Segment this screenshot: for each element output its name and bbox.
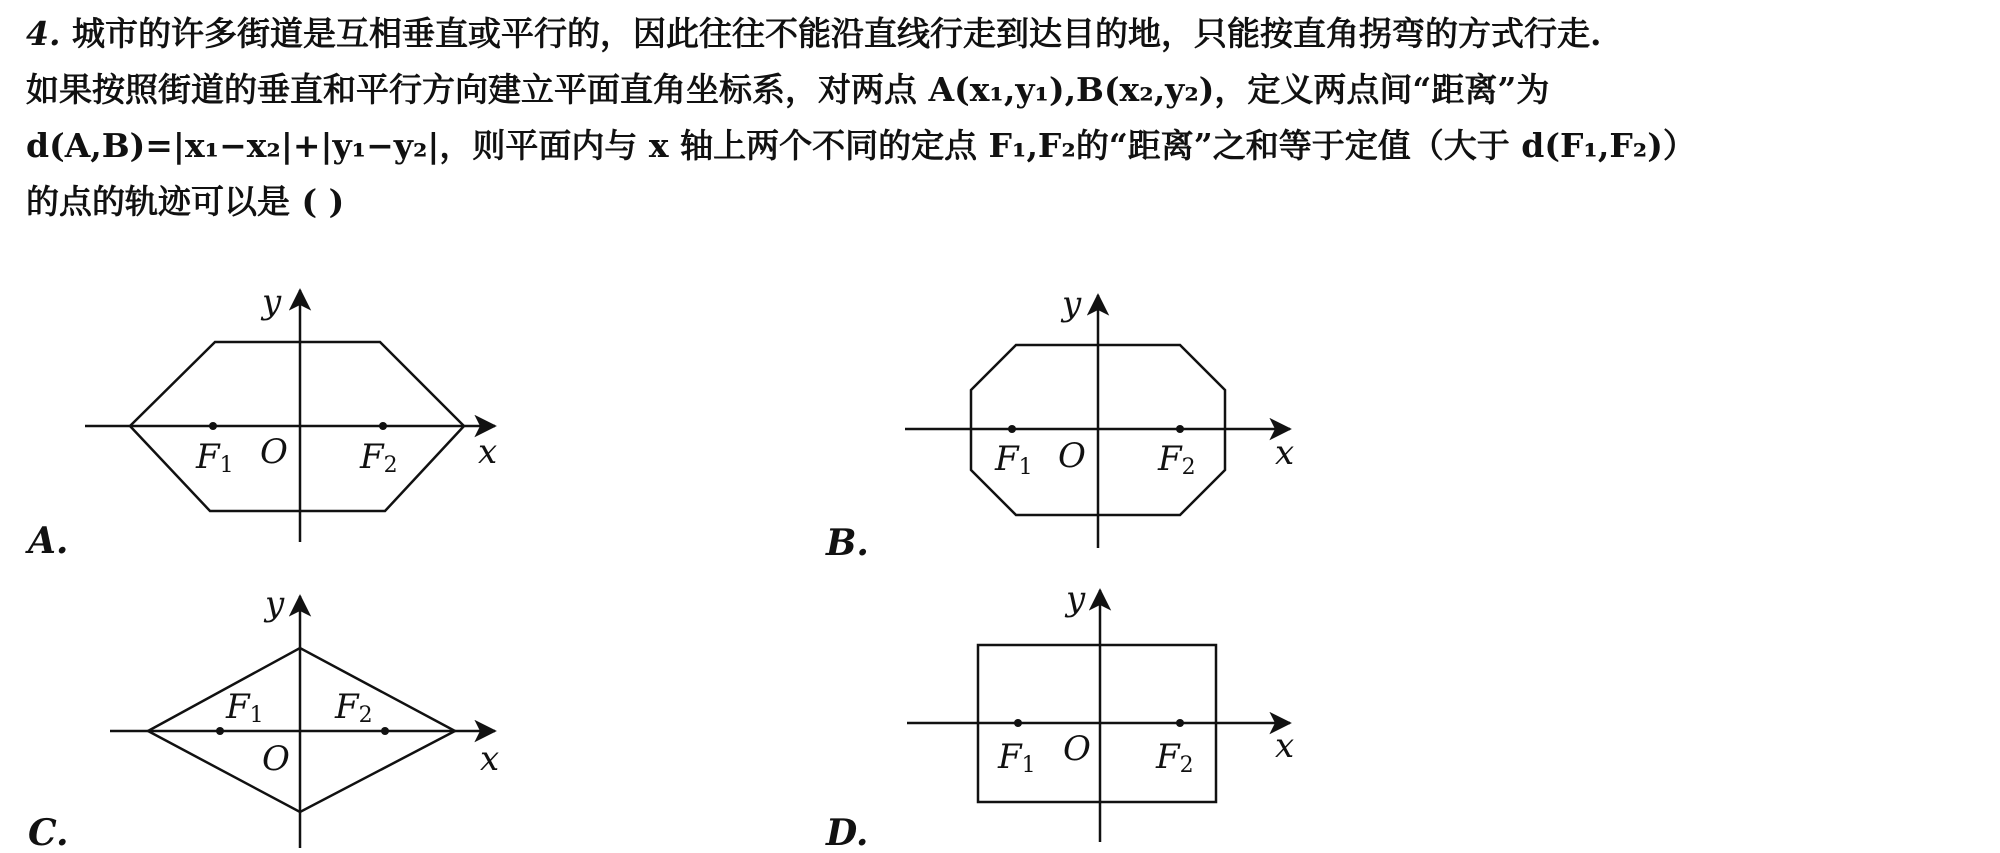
- option-a-origin-label: O: [260, 432, 288, 472]
- option-b-figure: [825, 284, 1294, 564]
- option-c-f2-label: F2: [335, 687, 373, 728]
- option-c-origin-label: O: [262, 739, 290, 779]
- option-d-figure: [825, 579, 1294, 853]
- option-d-origin-label: O: [1063, 729, 1091, 769]
- option-d-x-label: x: [1275, 726, 1295, 766]
- option-d-focus-2: [1176, 719, 1184, 727]
- option-b-letter[interactable]: B.: [826, 522, 869, 564]
- option-c-focus-2: [381, 727, 389, 735]
- option-c-x-label: x: [480, 739, 500, 779]
- option-a-focus-2: [379, 422, 387, 430]
- option-b-focus-1: [1008, 425, 1016, 433]
- option-a-figure: [25, 282, 497, 562]
- question-line-2: 如果按照街道的垂直和平行方向建立平面直角坐标系，对两点 A(x₁,y₁),B(x₂,y₂)，定义两点间“距离”为: [26, 70, 1550, 109]
- question-line-3: d(A,B)=|x₁−x₂|+|y₁−y₂|，则平面内与 x 轴上两个不同的定点 F₁,F₂的“距离”之和等于定值（大于 d(F₁,F₂)）: [26, 126, 1696, 165]
- option-d-f2-label: F2: [1156, 737, 1194, 778]
- option-c-y-label: y: [265, 584, 285, 624]
- option-c-figure: [28, 584, 499, 853]
- option-a-focus-1: [209, 422, 217, 430]
- option-a-y-label: y: [262, 282, 282, 322]
- question-number: 4.: [26, 14, 61, 53]
- option-a-letter[interactable]: A.: [28, 520, 69, 562]
- option-c-focus-1: [216, 727, 224, 735]
- option-b-f2-label: F2: [1158, 439, 1196, 480]
- option-b-origin-label: O: [1058, 436, 1086, 476]
- question-line-4: 的点的轨迹可以是 ( ): [26, 182, 345, 221]
- option-c-letter[interactable]: C.: [28, 812, 69, 853]
- option-d-letter[interactable]: D.: [826, 812, 869, 853]
- option-b-y-label: y: [1062, 284, 1082, 324]
- option-d-f1-label: F1: [998, 737, 1036, 778]
- option-b-f1-label: F1: [995, 439, 1033, 480]
- option-d-y-label: y: [1066, 579, 1086, 619]
- option-b-focus-2: [1176, 425, 1184, 433]
- question-line-1-text: 城市的许多街道是互相垂直或平行的，因此往往不能沿直线行走到达目的地，只能按直角拐弯的方式行走.: [71, 14, 1602, 53]
- option-b-x-label: x: [1275, 433, 1295, 473]
- option-a-f1-label: F1: [196, 437, 234, 478]
- option-d-focus-1: [1014, 719, 1022, 727]
- option-c-f1-label: F1: [226, 687, 264, 728]
- option-a-x-label: x: [478, 432, 498, 472]
- option-a-f2-label: F2: [360, 437, 398, 478]
